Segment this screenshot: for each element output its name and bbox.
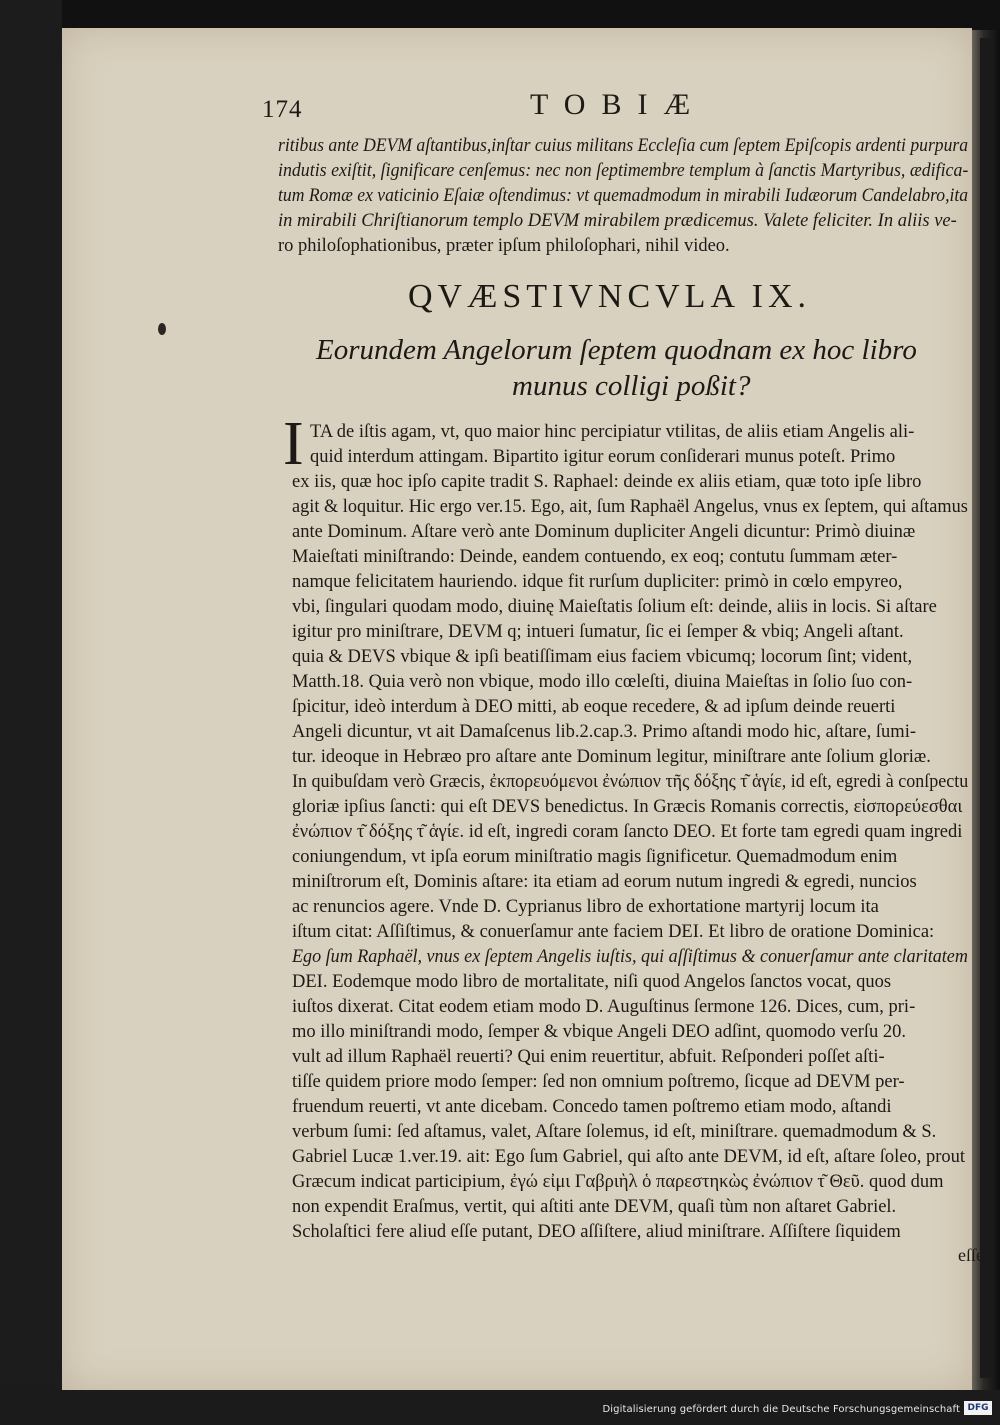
body-line: TA de iſtis agam, vt, quo maior hinc percipiatur vtilitas, de aliis etiam Angelis ali-: [310, 422, 915, 442]
body-line: iuſtos dixerat. Citat eodem etiam modo D. Auguſtinus ſermone 126. Dices, cum, pri-: [292, 997, 916, 1017]
body-line: Matth.18. Quia verò non vbique, modo illo cœleſti, diuina Maieſtas in ſolio ſuo con-: [292, 672, 913, 692]
body-line: Ego ſum Raphaël, vnus ex ſeptem Angelis iuſtis, qui aſſiſtimus & conuerſamur ante claritatem: [292, 947, 968, 967]
intro-line: tum Romæ ex vaticinio Eſaiæ oſtendimus: vt quemadmodum in mirabili Iudæorum Candelabro,ita: [278, 186, 969, 206]
body-line: verbum ſumi: ſed aſtamus, valet, Aſtare ſolemus, id eſt, miniſtrare. quemadmodum & S.: [292, 1122, 937, 1142]
body-line: namque felicitatem hauriendo. idque fit rurſum dupliciter: primò in cœlo empyreo,: [292, 572, 903, 592]
body-line: vult ad illum Raphaël reuerti? Qui enim reuertitur, abfuit. Reſponderi poſſet aſti-: [292, 1047, 885, 1067]
body-line: tiſſe quidem priore modo ſemper: ſed non omnium poſtremo, ſicque ad DEVM per-: [292, 1072, 905, 1092]
page-number: 174: [262, 96, 303, 123]
body-line: In quibuſdam verò Græcis, ἐκπορευόμενοι ἐνώπιον τῆς δόξης τ͂ ἁγίε, id eſt, egredi à conſpectu: [292, 772, 969, 792]
body-line: Gabriel Lucæ 1.ver.19. ait: Ego ſum Gabriel, qui aſto ante DEVM, id eſt, aſtare ſoleo, prout: [292, 1147, 966, 1167]
scan-background-top: [0, 0, 1000, 30]
section-subheading: Eorundem Angelorum ſeptem quodnam ex hoc libro: [316, 334, 917, 366]
body-line: ex iis, quæ hoc ipſo capite tradit S. Raphael: deinde ex aliis etiam, quæ toto ipſe libro: [292, 472, 922, 492]
ink-blot: [158, 323, 166, 335]
body-line: agit & loquitur. Hic ergo ver.15. Ego, ait, ſum Raphaël Angelus, vnus ex ſeptem, qui aſtamus: [292, 497, 968, 517]
body-line: ac renuncios agere. Vnde D. Cyprianus libro de exhortatione martyrij locum ita: [292, 897, 879, 917]
body-line: gloriæ ipſius ſancti: qui eſt DEVS benedictus. In Græcis Romanis correctis, εἰσπορεύεσθαι: [292, 797, 963, 817]
section-subheading: munus colligi poßit?: [512, 370, 751, 402]
body-line: ἐνώπιον τ͂ δόξης τ͂ ἁγίε. id eſt, ingredi coram ſancto DEO. Et forte tam egredi quam ingredi: [292, 822, 963, 842]
section-heading: QVÆSTIVNCVLA IX.: [408, 278, 811, 315]
body-line: coniungendum, vt ipſa eorum miniſtratio magis ſignificetur. Quemadmodum enim: [292, 847, 898, 867]
body-line: quia & DEVS vbique & ipſi beatiſſimam eius faciem vbicumq; locorum ſint; vident,: [292, 647, 913, 667]
body-line: miniſtrorum eſt, Dominis aſtare: ita etiam ad eorum nutum ingredi & egredi, nuncios: [292, 872, 917, 892]
body-line: DEI. Eodemque modo libro de mortalitate, niſi quod Angelos ſanctos vocat, quos: [292, 972, 892, 992]
intro-line: in mirabili Chriſtianorum templo DEVM mirabilem prædicemus. Valete feliciter. In aliis ve-: [278, 211, 957, 231]
body-line: quid interdum attingam. Bipartito igitur eorum conſiderari munus poteſt. Primo: [310, 447, 896, 467]
footer-credit: Digitalisierung gefördert durch die Deutsche Forschungsgemeinschaft: [602, 1404, 960, 1415]
body-line: Maieſtati miniſtrando: Deinde, eandem contuendo, ex eoq; contutu ſummam æter-: [292, 547, 898, 567]
catchword: eſſe: [958, 1245, 984, 1265]
body-line: Græcum indicat participium, ἐγώ εἰμι Γαβριὴλ ὁ παρεστηκὼς ἐνώπιον τ͂ Θεῦ. quod dum: [292, 1172, 944, 1192]
intro-line: ro philoſophationibus, præter ipſum philoſophari, nihil video.: [278, 236, 730, 256]
footer-bar: [0, 1390, 1000, 1425]
body-line: mo illo miniſtrandi modo, ſemper & vbique Angeli DEO adſint, quomodo verſu 20.: [292, 1022, 907, 1042]
body-line: ſpicitur, ideò interdum à DEO mitti, ab eoque recedere, & ad ipſum deinde reuerti: [292, 697, 896, 717]
intro-line: indutis exiſtit, ſignificare cenſemus: nec non ſeptimembre templum à ſanctis Martyribus, ædifica-: [278, 161, 969, 181]
intro-line: ritibus ante DEVM aſtantibus,inſtar cuius militans Eccleſia cum ſeptem Epiſcopis ardenti purpura: [278, 136, 969, 156]
body-line: non expendit Eraſmus, vertit, qui aſtiti ante DEVM, quaſi tùm non aſtaret Gabriel.: [292, 1197, 897, 1217]
body-line: tur. ideoque in Hebræo pro aſtare ante Dominum legitur, miniſtrare ante ſolium gloriæ.: [292, 747, 931, 767]
body-line: vbi, ſingulari quodam modo, diuinę Maieſtatis ſolium eſt: deinde, aliis in locis. Si aſtare: [292, 597, 937, 617]
body-line: Angeli dicuntur, vt ait Damaſcenus lib.2.cap.3. Primo aſtandi modo hic, aſtare, ſumi-: [292, 722, 916, 742]
drop-cap: I: [283, 410, 304, 478]
page-edge: [972, 30, 1000, 1390]
body-line: Scholaſtici fere aliud eſſe putant, DEO aſſiſtere, aliud miniſtrare. Aſſiſtere ſiquidem: [292, 1222, 901, 1242]
body-line: ante Dominum. Aſtare verò ante Dominum dupliciter Angeli dicuntur: Primò diuinæ: [292, 522, 916, 542]
running-head: TOBIÆ: [530, 88, 707, 121]
body-line: fruendum reuerti, vt ante dicebam. Concedo tamen poſtremo etiam modo, aſtandi: [292, 1097, 892, 1117]
body-line: igitur pro miniſtrare, DEVM q; intueri ſumatur, ſic ei ſemper & vbiq; Angeli aſtant.: [292, 622, 904, 642]
scan-background-left: [0, 0, 62, 1425]
dfg-logo[interactable]: DFG: [964, 1401, 992, 1415]
body-line: iſtum citat: Aſſiſtimus, & conuerſamur ante faciem DEI. Et libro de oratione Dominica:: [292, 922, 935, 942]
